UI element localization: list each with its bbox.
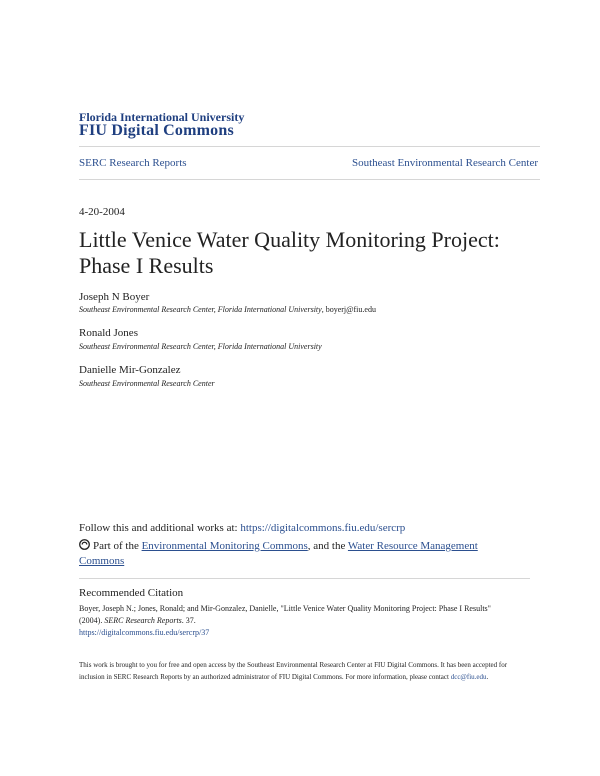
footer-end: . [486,673,489,681]
discipline-link[interactable]: Environmental Monitoring Commons [141,540,308,552]
citation-text [79,603,529,639]
publication-date: 4-20-2004 [79,206,125,218]
citation-line: Boyer, Joseph N.; Jones, Ronald; and Mir-Gonzalez, Danielle, "Little Venice Water Quality Monitoring Project: Phase I Results" [79,604,491,613]
citation-heading: Recommended Citation [79,587,184,599]
part-of-prefix: Part of the [93,540,142,552]
network-icon [79,539,90,550]
title-line-2: Phase I Results [79,253,214,278]
citation-year: (2004). [79,616,105,625]
follow-text: Follow this and additional works at: [79,522,241,534]
part-of-line [79,539,519,569]
author-name: Joseph N Boyer [79,291,150,303]
center-link[interactable]: Southeast Environmental Research Center [351,157,538,169]
author-affiliation: Southeast Environmental Research Center, Florida International University [79,342,322,351]
citation-number: . 37. [181,616,196,625]
affiliation-text: Southeast Environmental Research Center, Florida International University [79,305,322,314]
follow-line [79,522,405,534]
citation-url-link[interactable]: https://digitalcommons.fiu.edu/sercrp/37 [79,628,210,637]
discipline-link[interactable]: Water Resource Management Commons [79,540,478,567]
collection-url-link[interactable]: https://digitalcommons.fiu.edu/sercrp [240,522,406,534]
footer-notice [79,659,529,683]
author-name: Danielle Mir-Gonzalez [79,364,181,376]
repository-name-link[interactable]: FIU Digital Commons [79,122,234,139]
author-name: Ronald Jones [79,327,138,339]
citation-line [79,615,529,627]
institution-name: Florida International University [79,110,245,124]
citation-series: SERC Research Reports [104,616,182,625]
divider-top [79,146,540,147]
contact-email-link[interactable]: dcc@fiu.edu [450,673,487,681]
document-title [79,227,539,279]
footer-text: This work is brought to you for free and open access by the Southeast Environmental Research Center at FIU Digital Commons. It has been accepted for inclusion in SERC Research Reports by an authorized administrator of FIU Digital Commons. For more information, please contact [79,661,508,681]
part-of-middle: , and the [307,540,348,552]
author-email: boyerj@fiu.edu [325,305,376,314]
author-affiliation: Southeast Environmental Research Center [79,379,215,388]
title-line-1: Little Venice Water Quality Monitoring Project: [79,227,500,252]
divider-citation [79,578,530,579]
divider-bottom [79,179,540,180]
series-link[interactable]: SERC Research Reports [79,157,187,169]
author-affiliation: Southeast Environmental Research Center, Florida International University, boyerj@fiu.edu [79,305,376,314]
